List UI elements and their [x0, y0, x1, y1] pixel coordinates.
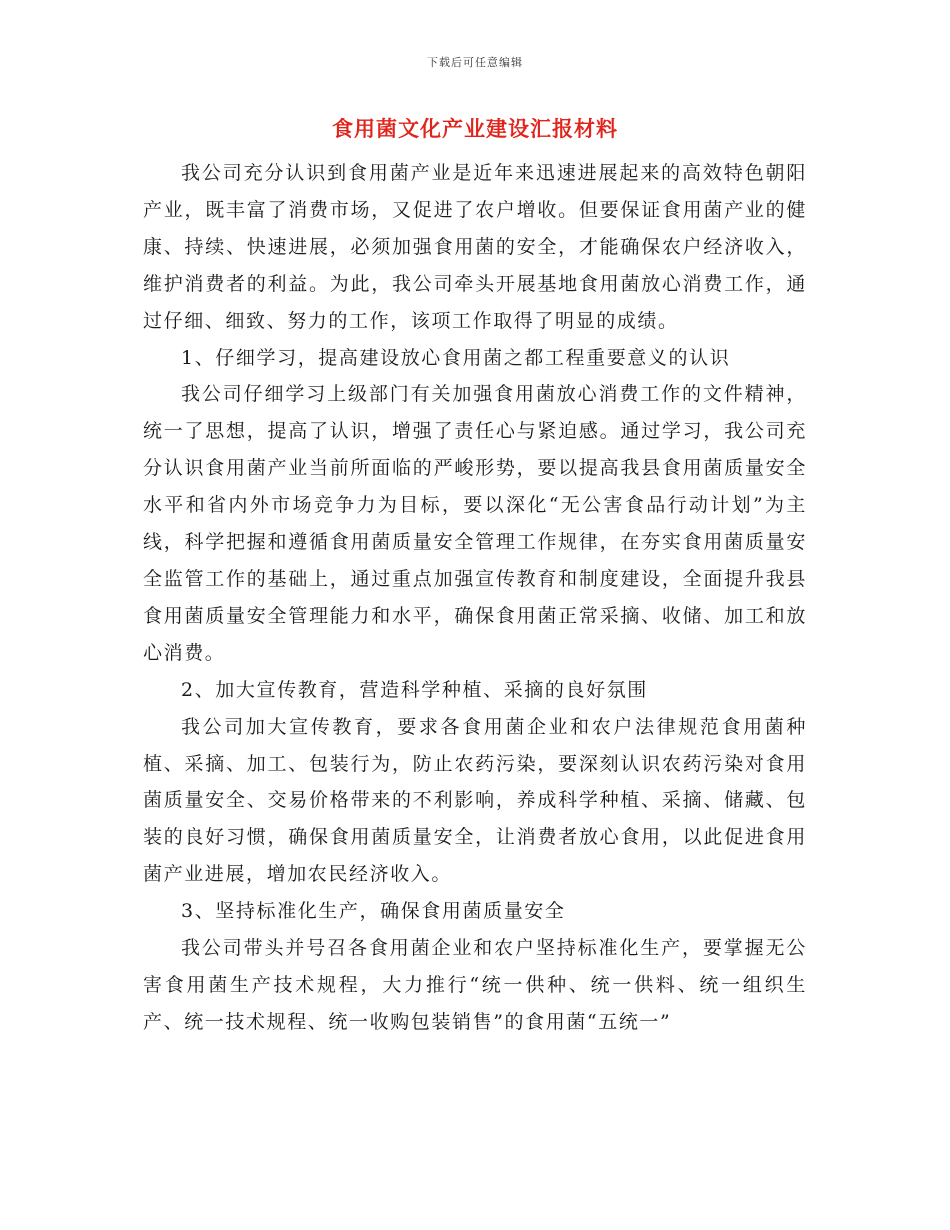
section-2-paragraph: 我公司加大宣传教育，要求各食用菌企业和农户法律规范食用菌种植、采摘、加工、包装行为，防止农药污染，要深刻认识农药污染对食用菌质量安全、交易价格带来的不利影响，养成科学种植、采摘、储藏、包装的良好习惯，确保食用菌质量安全，让消费者放心食用，以此促进食用菌产业进展，增加农民经济收入。 [143, 715, 807, 886]
section-1-heading: 1、仔细学习，提高建设放心食用菌之都工程重要意义的认识 [181, 346, 731, 369]
section-2-heading: 2、加大宣传教育，营造科学种植、采摘的良好氛围 [181, 678, 648, 701]
section-1-paragraph: 我公司仔细学习上级部门有关加强食用菌放心消费工作的文件精神，统一了思想，提高了认识，增强了责任心与紧迫感。通过学习，我公司充分认识食用菌产业当前所面临的严峻形势，要以提高我县食用菌质量安全水平和省内外市场竞争力为目标，要以深化“无公害食品行动计划”为主线，科学把握和遵循食用菌质量安全管理工作规律，在夯实食用菌质量安全监管工作的基础上，通过重点加强宣传教育和制度建设，全面提升我县食用菌质量安全管理能力和水平，确保食用菌正常采摘、收储、加工和放心消费。 [143, 383, 807, 664]
section-3-paragraph: 我公司带头并号召各食用菌企业和农户坚持标准化生产，要掌握无公害食用菌生产技术规程，大力推行“统一供种、统一供料、统一组织生产、统一技术规程、统一收购包装销售”的食用菌“五统一” [143, 937, 807, 1033]
page-header-note: 下载后可任意编辑 [427, 56, 523, 69]
document-body [143, 155, 807, 1041]
section-3-heading: 3、坚持标准化生产，确保食用菌质量安全 [181, 900, 566, 923]
intro-paragraph: 我公司充分认识到食用菌产业是近年来迅速进展起来的高效特色朝阳产业，既丰富了消费市场，又促进了农户增收。但要保证食用菌产业的健康、持续、快速进展，必须加强食用菌的安全，才能确保农户经济收入，维护消费者的利益。为此，我公司牵头开展基地食用菌放心消费工作，通过仔细、细致、努力的工作，该项工作取得了明显的成绩。 [143, 162, 807, 332]
document-title: 食用菌文化产业建设汇报材料 [332, 116, 618, 141]
